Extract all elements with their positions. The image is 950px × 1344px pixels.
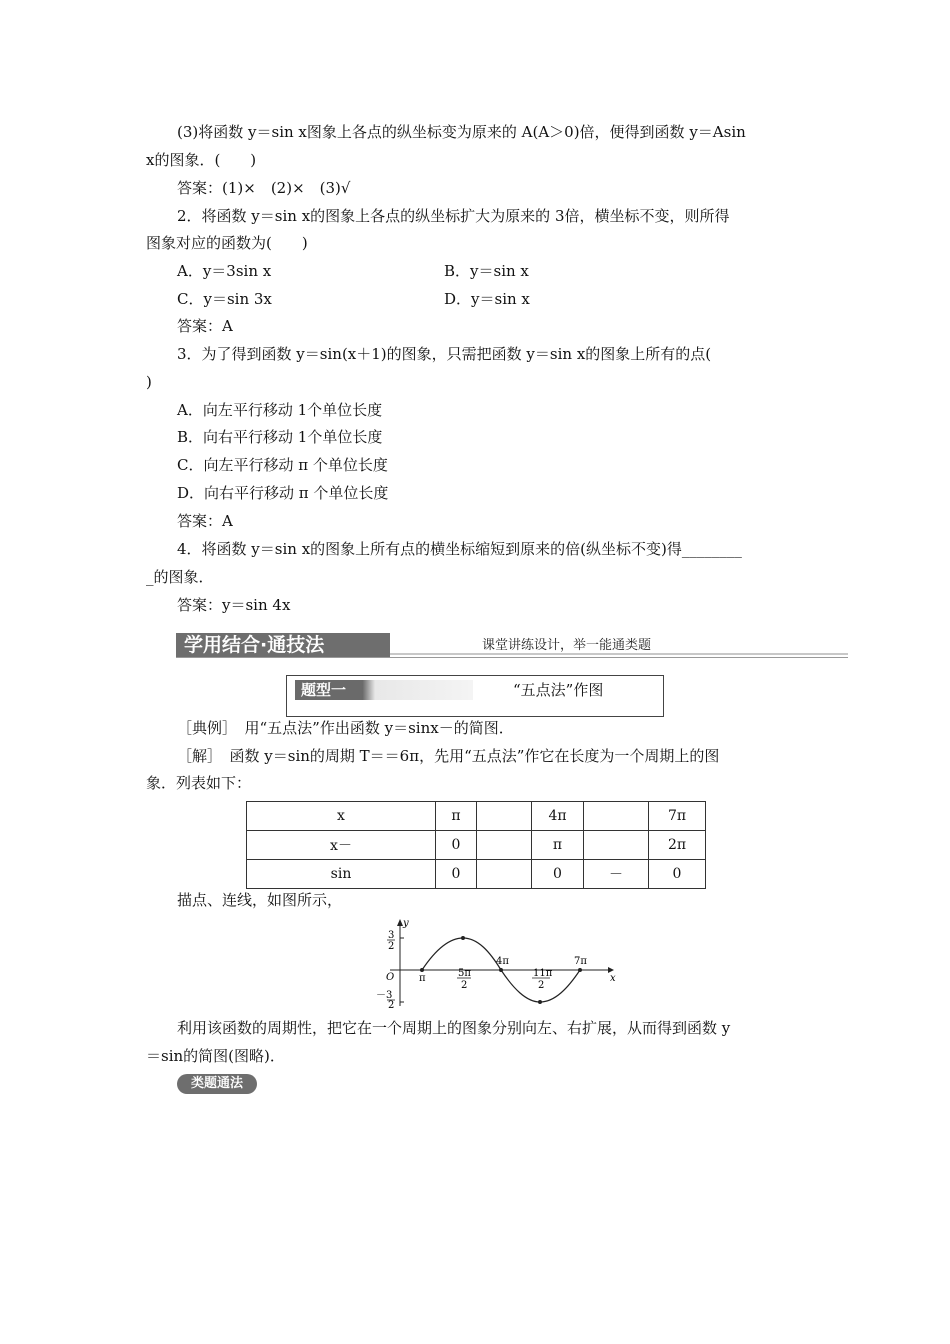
y-tick-label: 2 bbox=[388, 1000, 395, 1008]
key-point bbox=[461, 936, 465, 940]
question-type-title: “五点法”作图 bbox=[513, 681, 604, 699]
y-axis-label: y bbox=[403, 918, 409, 929]
x-tick-label: π bbox=[419, 973, 426, 984]
x-tick-label: 11π bbox=[533, 968, 553, 979]
table-cell bbox=[477, 802, 532, 831]
banner-rule bbox=[390, 653, 848, 655]
key-point bbox=[538, 1000, 542, 1004]
table-cell: － bbox=[584, 860, 649, 889]
table-cell: 0 bbox=[532, 860, 584, 889]
text-line: 利用该函数的周期性，把它在一个周期上的图象分别向左、右扩展，从而得到函数 y bbox=[177, 1019, 731, 1037]
table-cell: 7π bbox=[649, 802, 706, 831]
table-cell: x－ bbox=[247, 831, 436, 860]
text-line: ) bbox=[146, 373, 152, 391]
section-banner bbox=[176, 631, 848, 659]
key-point bbox=[499, 968, 503, 972]
text-line: 图象对应的函数为( ) bbox=[146, 234, 308, 252]
y-tick-label: 3 bbox=[388, 930, 395, 941]
x-tick-label: 5π bbox=[458, 968, 471, 979]
table-row bbox=[247, 860, 706, 889]
solution-line: ［解］ 函数 y＝sin的周期 T＝＝6π，先用“五点法”作它在长度为一个周期上的图 bbox=[177, 747, 720, 765]
text-line: x的图象．( ) bbox=[146, 151, 257, 169]
option-c: C．向左平行移动 π 个单位长度 bbox=[177, 456, 388, 474]
table-cell: 0 bbox=[436, 860, 477, 889]
answer-line: 答案：A bbox=[177, 512, 233, 530]
method-summary-tag: 类题通法 bbox=[177, 1074, 257, 1094]
option-b: B．向右平行移动 1个单位长度 bbox=[177, 428, 383, 446]
key-point bbox=[420, 968, 424, 972]
origin-label: O bbox=[386, 972, 395, 983]
question-4: 4．将函数 y＝sin x的图象上所有点的横坐标缩短到原来的倍(纵坐标不变)得________ bbox=[177, 540, 742, 558]
y-tick-label: 2 bbox=[388, 941, 395, 952]
option-a: A．向左平行移动 1个单位长度 bbox=[177, 401, 383, 419]
banner-tagline: 课堂讲练设计，举一能通类题 bbox=[482, 638, 652, 653]
option-a: A．y＝3sin x bbox=[177, 262, 272, 280]
table-cell: 4π bbox=[532, 802, 584, 831]
table-cell bbox=[477, 831, 532, 860]
text-line: (3)将函数 y＝sin x图象上各点的纵坐标变为原来的 A(A＞0)倍，便得到函数 y＝Asin bbox=[177, 123, 746, 141]
key-point bbox=[578, 968, 582, 972]
answer-line: 答案：A bbox=[177, 317, 233, 335]
question-2: 2．将函数 y＝sin x的图象上各点的纵坐标扩大为原来的 3倍，横坐标不变，则所得 bbox=[177, 207, 730, 225]
value-table bbox=[246, 801, 706, 889]
text-line: 描点、连线，如图所示， bbox=[177, 891, 343, 909]
x-tick-label: 2 bbox=[461, 980, 468, 991]
option-b: B．y＝sin x bbox=[444, 262, 529, 280]
table-cell: 0 bbox=[436, 831, 477, 860]
x-tick-label: 7π bbox=[574, 956, 587, 967]
table-cell bbox=[477, 860, 532, 889]
table-cell: π bbox=[436, 802, 477, 831]
table-cell: x bbox=[247, 802, 436, 831]
option-c: C．y＝sin 3x bbox=[177, 290, 272, 308]
table-cell: sin bbox=[247, 860, 436, 889]
text-line: ＝sin的简图(图略)． bbox=[146, 1047, 285, 1065]
x-axis-label: x bbox=[610, 973, 616, 984]
y-tick-label: －3 bbox=[376, 990, 393, 1001]
answer-line: 答案：(1)× (2)× (3)√ bbox=[177, 179, 351, 197]
table-cell: 0 bbox=[649, 860, 706, 889]
table-cell: 2π bbox=[649, 831, 706, 860]
x-tick-label: 4π bbox=[496, 956, 509, 967]
banner-rule bbox=[176, 657, 848, 658]
table-cell bbox=[584, 831, 649, 860]
question-3: 3．为了得到函数 y＝sin(x＋1)的图象，只需把函数 y＝sin x的图象上所有的点( bbox=[177, 345, 712, 363]
question-type-label: 题型一 bbox=[295, 680, 473, 700]
option-d: D．y＝sin x bbox=[444, 290, 530, 308]
banner-title: 学用结合·通技法 bbox=[176, 633, 390, 658]
table-row bbox=[247, 802, 706, 831]
table-cell bbox=[584, 802, 649, 831]
table-cell: π bbox=[532, 831, 584, 860]
question-type-box bbox=[286, 675, 664, 717]
table-row bbox=[247, 831, 706, 860]
text-line: _的图象． bbox=[146, 568, 214, 586]
sine-graph bbox=[360, 914, 620, 1008]
text-line: 象．列表如下： bbox=[146, 774, 252, 792]
answer-line: 答案：y＝sin 4x bbox=[177, 596, 291, 614]
x-tick-label: 2 bbox=[538, 980, 545, 991]
example-line: ［典例］ 用“五点法”作出函数 y＝sinx－的简图． bbox=[177, 719, 514, 737]
option-d: D．向右平行移动 π 个单位长度 bbox=[177, 484, 389, 502]
